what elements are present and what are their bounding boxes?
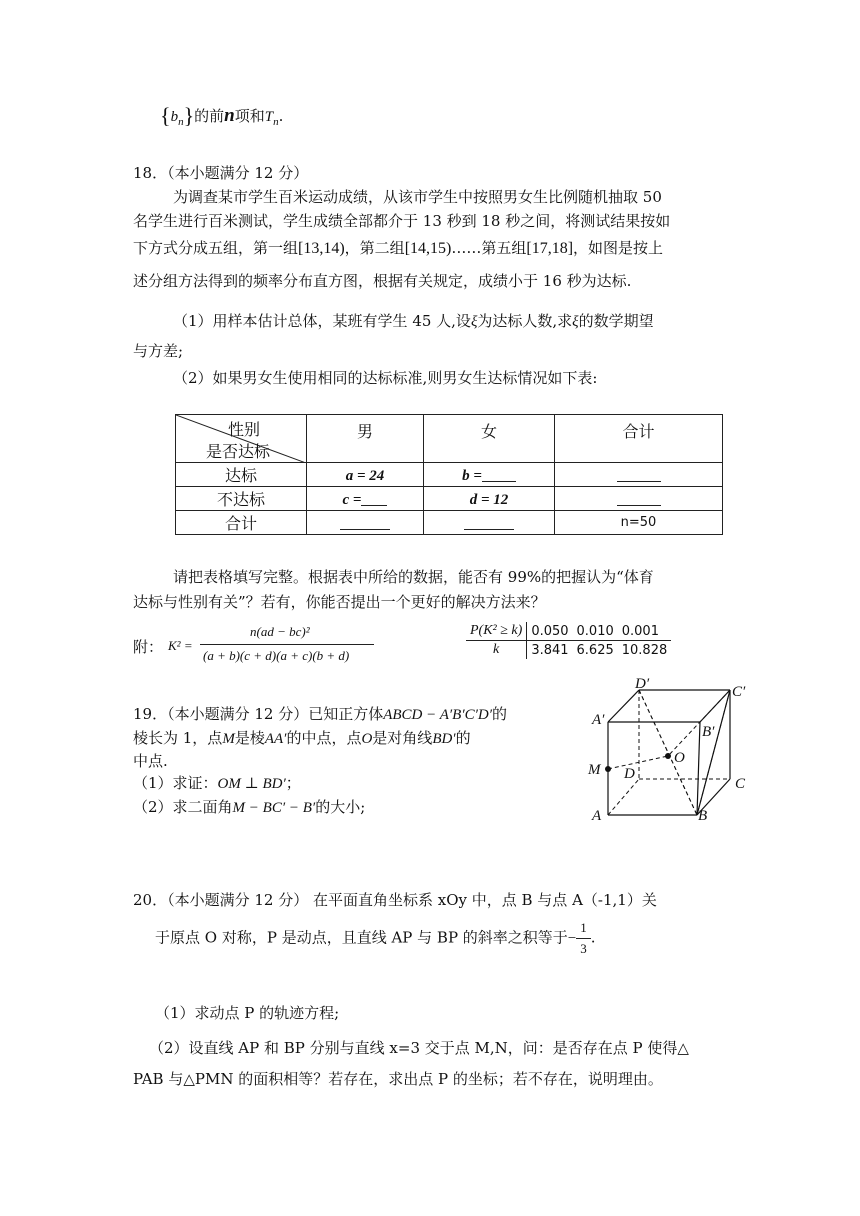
cell-a-value: a = 24	[345, 467, 385, 484]
q20-part1: （1）求动点 P 的轨迹方程;	[155, 1004, 340, 1022]
ptable-p-label: P(K² ≥ k)	[466, 622, 527, 641]
cube-figure	[580, 676, 760, 826]
fraction-one-third	[576, 920, 591, 957]
q18-line1: 为调查某市学生百米运动成绩，从该市学生中按照男女生比例随机抽取 50	[173, 188, 662, 206]
q18-part1-text-b: 为达标人数,求	[477, 312, 573, 330]
ptable-p-2: 0.010	[573, 622, 618, 641]
row-total-label: 合计	[176, 511, 307, 535]
label-B-prime: B′	[702, 724, 715, 740]
q20-line2	[155, 920, 596, 957]
point-O-ref: O	[361, 731, 373, 747]
cell-d-value: d = 12	[469, 491, 509, 508]
q20-line1: 20．（本小题满分 12 分） 在平面直角坐标系 xOy 中，点 B 与点 A（-1,1）关	[133, 891, 657, 909]
q19-part1	[133, 772, 301, 793]
hidden-edge-AD	[608, 779, 639, 815]
q18-line3	[133, 237, 663, 258]
q19-part1-text-a: （1）求证：	[133, 774, 218, 792]
q18-line3-text-a: 下方式分成五组，第一组	[133, 239, 299, 257]
xi-symbol-1: ξ	[470, 314, 478, 330]
cell-c-value: c =	[342, 491, 362, 508]
edge-AA-ref: AA′	[264, 731, 287, 747]
q18-line3-text-c: ……第五组	[451, 239, 527, 257]
col-total: 合计	[555, 415, 723, 463]
q19-part2-text-b: 的大小;	[315, 798, 366, 816]
blank-fail-total	[617, 491, 661, 506]
cell-female-total	[424, 511, 555, 535]
row-fail-label: 不达标	[176, 487, 307, 511]
ptable-k-2: 6.625	[576, 642, 614, 658]
q19-line1-text-b: 的	[492, 705, 508, 723]
segment-MO	[608, 756, 668, 769]
blank-pass-total	[617, 467, 661, 482]
cell-fail-total	[555, 487, 723, 511]
b-letter: b	[170, 109, 179, 125]
b-subscript: n	[178, 116, 184, 128]
ptable-k-label: k	[466, 641, 527, 660]
q19-line1-text-a: 19．（本小题满分 12 分）已知正方体	[133, 705, 384, 723]
row-pass-label: 达标	[176, 463, 307, 487]
q18-line2: 名学生进行百米测试，学生成绩全部都介于 13 秒到 18 秒之间，将测试结果按如	[133, 212, 671, 230]
fraction-denominator: 3	[580, 941, 587, 956]
q19-line2-text-a: 棱长为 1，点	[133, 729, 223, 747]
blank-b	[482, 467, 516, 482]
q20-line2-period: .	[590, 928, 596, 947]
probability-table	[466, 622, 671, 659]
n-letter: n	[224, 105, 235, 126]
xi-symbol-2: ξ	[572, 314, 579, 330]
prev-period: .	[278, 107, 284, 125]
q20-line2-text-a: 于原点 O 对称，P 是动点，且直线 AP 与 BP 的斜率之积等于	[155, 928, 568, 947]
edge-BB-prime	[697, 722, 700, 815]
blank-c	[361, 491, 387, 506]
q19-part1-math: OM ⊥ BD′	[217, 776, 286, 792]
ptable-p-3: 0.001	[618, 622, 672, 641]
formula-denominator: (a + b)(c + d)(a + c)(b + d)	[203, 648, 350, 663]
label-C: C	[735, 776, 746, 792]
q19-line2	[133, 727, 471, 748]
cell-b	[424, 463, 555, 487]
diagonal-BD-ref: BD′	[432, 731, 456, 747]
formula-lhs: K² =	[168, 638, 193, 653]
blank-male-total	[340, 515, 390, 530]
interval-2: [14,15)	[404, 240, 452, 257]
cell-a	[307, 463, 424, 487]
fraction-sign: −	[567, 930, 577, 947]
cell-c	[307, 487, 424, 511]
cell-male-total	[307, 511, 424, 535]
ptable-k-3: 10.828	[621, 642, 668, 658]
label-M: M	[588, 762, 601, 778]
label-A: A	[592, 808, 602, 824]
prev-text-1: 的前	[194, 107, 225, 125]
q18-line3-text-b: ，第二组	[344, 239, 405, 257]
q19-line3: 中点.	[133, 752, 168, 770]
edge-A-prime-D-prime	[608, 690, 639, 722]
ptable-p-row	[466, 622, 671, 641]
prev-problem-line: $\{b_n\}$的前n项和$T_n$.	[160, 103, 284, 128]
table-header-row	[176, 415, 723, 463]
corner-top-label: 性别	[228, 420, 261, 439]
label-C-prime: C′	[732, 684, 746, 700]
q19-part2-math: M − BC′ − B′	[232, 800, 316, 816]
q18-line3-text-d: ，如图是按上	[573, 239, 664, 257]
q18-part1	[173, 310, 654, 331]
appendix-label: 附：	[133, 638, 164, 656]
q19-part2	[133, 796, 365, 817]
q18-header: 18．（本小题满分 12 分）	[133, 164, 309, 182]
cell-b-value: b =	[462, 467, 482, 484]
T-subscript: n	[273, 116, 279, 128]
contingency-table	[175, 414, 723, 535]
formula-fraction-bar	[200, 644, 374, 645]
table-row-pass	[176, 463, 723, 487]
corner-bottom-label: 是否达标	[206, 442, 271, 461]
point-M-dot	[605, 766, 611, 772]
cell-pass-total	[555, 463, 723, 487]
col-female: 女	[424, 415, 555, 463]
q19-part1-text-b: ；	[285, 774, 301, 792]
interval-3: [17,18]	[526, 240, 574, 257]
q19-part2-text-a: （2）求二面角	[133, 798, 233, 816]
fraction-numerator: 1	[576, 920, 591, 939]
prev-text-2: 项和	[234, 107, 265, 125]
q18-fill-line2: 达标与性别有关”？若有，你能否提出一个更好的解决方法来？	[133, 593, 546, 611]
point-M-ref: M	[222, 731, 235, 747]
cube-name: ABCD − A′B′C′D′	[383, 707, 493, 723]
q20-part2-line2: PAB 与△PMN 的面积相等？若存在，求出点 P 的坐标；若不存在，说明理由。	[133, 1070, 663, 1088]
q18-part2: （2）如果男女生使用相同的达标标准,则男女生达标情况如下表:	[173, 369, 598, 387]
col-male: 男	[307, 415, 424, 463]
cell-d	[424, 487, 555, 511]
label-B: B	[698, 808, 708, 824]
q19-line2-text-b: 是棱	[234, 729, 265, 747]
q19-line2-text-c: 的中点，点	[286, 729, 362, 747]
table-corner-cell	[176, 415, 307, 463]
q19-line2-text-d: 是对角线	[372, 729, 433, 747]
label-A-prime: A′	[592, 712, 605, 728]
formula-numerator: n(ad − bc)²	[250, 624, 310, 639]
ptable-p-1: 0.050	[527, 622, 573, 641]
q18-line4: 述分组方法得到的频率分布直方图，根据有关规定，成绩小于 16 秒为达标.	[133, 272, 632, 290]
q18-part1-cont: 与方差;	[133, 342, 184, 360]
point-O-dot	[665, 753, 671, 759]
T-letter: T	[264, 109, 274, 125]
q18-part1-text-c: 的数学期望	[578, 312, 654, 330]
label-O: O	[674, 750, 685, 766]
cell-grand-total: n=50	[555, 511, 723, 535]
label-D-prime: D′	[635, 676, 650, 692]
label-D: D	[624, 766, 635, 782]
q20-part2-line1: （2）设直线 AP 和 BP 分别与直线 x=3 交于点 M,N，问：是否存在点 P 使得△	[149, 1039, 689, 1057]
q19-line1	[133, 703, 507, 724]
table-row-total	[176, 511, 723, 535]
q18-part1-text-a: （1）用样本估计总体，某班有学生 45 人,设	[173, 312, 471, 330]
q18-fill-line1: 请把表格填写完整。根据表中所给的数据，能否有 99%的把握认为“体育	[173, 568, 654, 586]
interval-1: [13,14)	[298, 240, 345, 257]
q19-line2-text-e: 的	[455, 729, 471, 747]
blank-female-total	[464, 515, 514, 530]
ptable-k-row	[466, 641, 671, 660]
diagonal-BD-prime	[639, 690, 697, 815]
table-row-fail	[176, 487, 723, 511]
ptable-k-1: 3.841	[531, 642, 569, 658]
